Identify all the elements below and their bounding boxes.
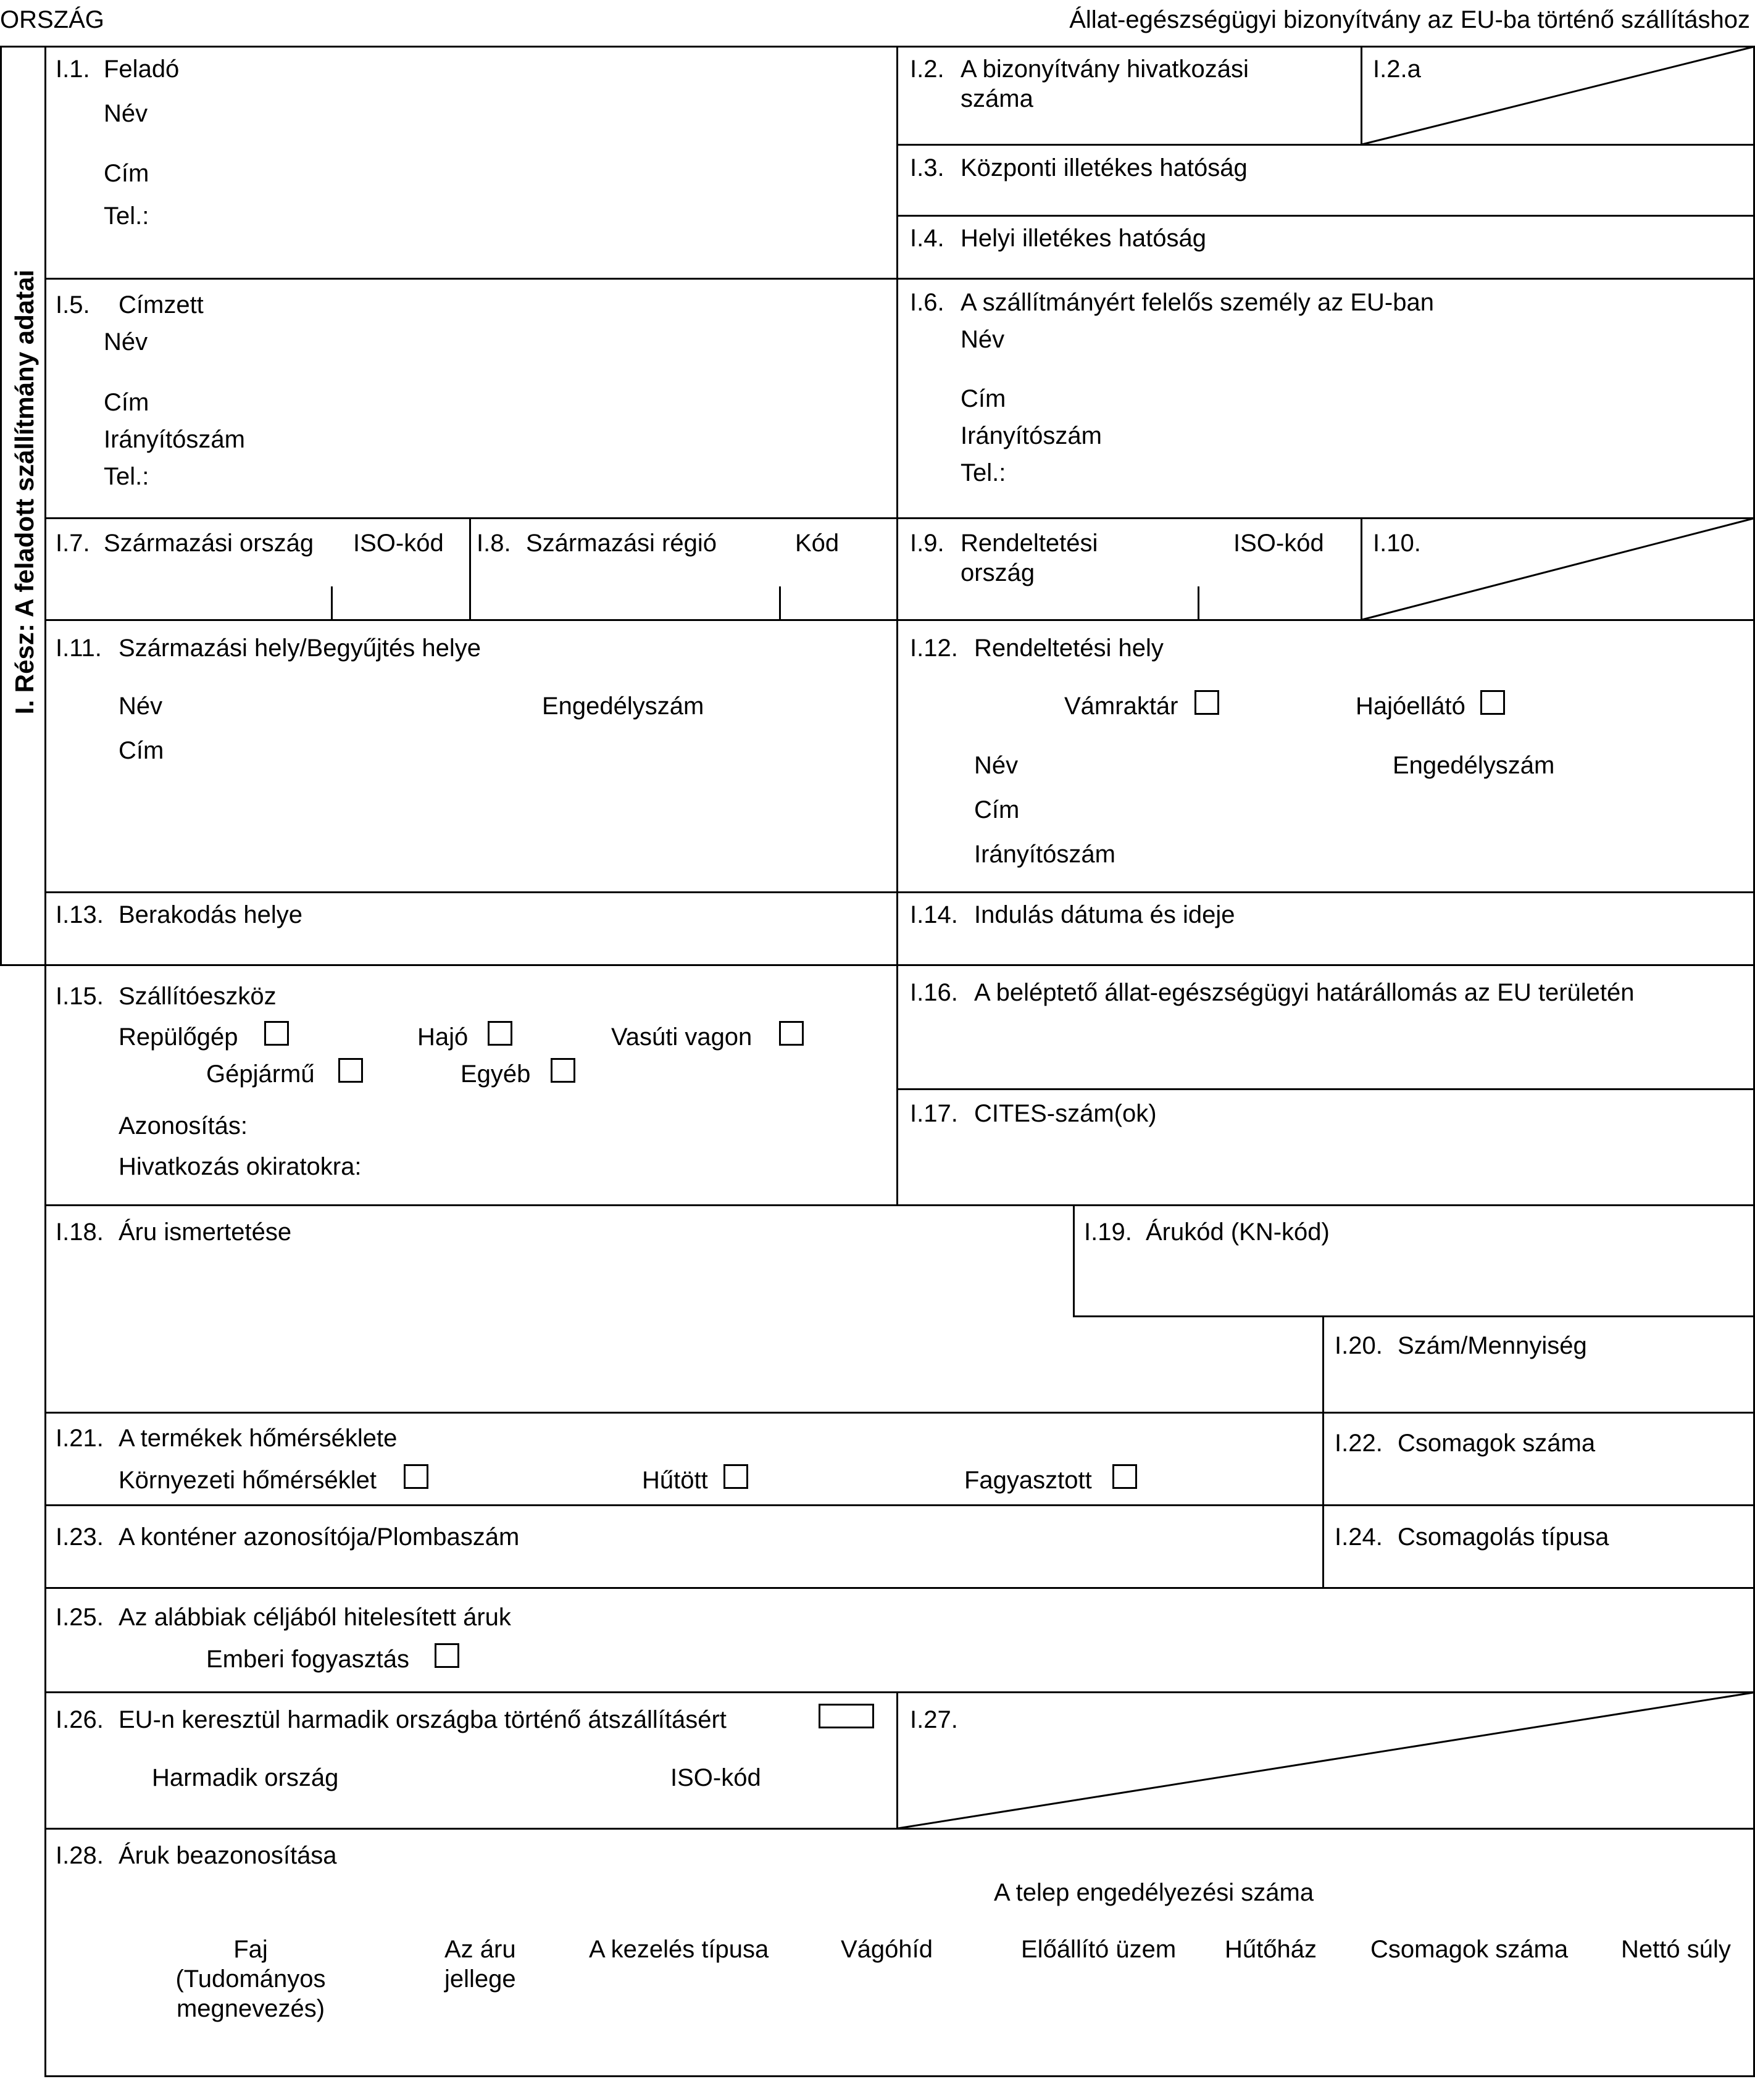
- i11-name: Név: [119, 693, 163, 720]
- i13-number: I.13.: [56, 901, 104, 928]
- i1-address: Cím: [104, 160, 149, 187]
- i17-number: I.17.: [910, 1100, 958, 1127]
- i19-label: Árukód (KN-kód): [1146, 1219, 1330, 1246]
- i22-number: I.22.: [1335, 1430, 1383, 1457]
- i6-name: Név: [961, 326, 1005, 353]
- i26-iso-code: ISO-kód: [670, 1764, 761, 1791]
- i13-label: Berakodás helye: [119, 901, 302, 928]
- i12-customs-warehouse-checkbox[interactable]: [1194, 690, 1219, 715]
- i27-number: I.27.: [910, 1706, 958, 1733]
- i12-postcode: Irányítószám: [974, 841, 1115, 868]
- i6-label: A szállítmányért felelős személy az EU-ban: [961, 289, 1434, 316]
- i5-number: I.5.: [56, 291, 90, 319]
- i12-approval-number: Engedélyszám: [1393, 752, 1555, 779]
- i5-tel: Tel.:: [104, 463, 149, 490]
- i28-col-packages: Csomagok száma: [1370, 1936, 1569, 1963]
- i12-address: Cím: [974, 796, 1020, 823]
- i7-iso-code: ISO-kód: [353, 530, 444, 557]
- i21-number: I.21.: [56, 1425, 104, 1452]
- i18-label: Áru ismertetése: [119, 1219, 292, 1246]
- i3-label: Központi illetékes hatóság: [961, 154, 1248, 181]
- i26-transit-checkbox[interactable]: [819, 1704, 874, 1728]
- i15-ship-label: Hajó: [417, 1023, 469, 1051]
- i6-address: Cím: [961, 385, 1006, 412]
- country-header: ORSZÁG: [0, 6, 104, 33]
- i23-label: A konténer azonosítója/Plombaszám: [119, 1523, 520, 1551]
- i28-label: Áruk beazonosítása: [119, 1842, 337, 1869]
- i15-identification: Azonosítás:: [119, 1112, 248, 1140]
- i12-ship-supplier-label: Hajóellátó: [1356, 693, 1465, 720]
- i4-label: Helyi illetékes hatóság: [961, 225, 1206, 252]
- i15-rail-label: Vasúti vagon: [611, 1023, 752, 1051]
- i11-number: I.11.: [56, 635, 102, 662]
- i16-label: A beléptető állat-egészségügyi határállomás az EU területén: [974, 979, 1635, 1006]
- i14-number: I.14.: [910, 901, 958, 928]
- i28-col-slaughterhouse: Vágóhíd: [841, 1936, 933, 1963]
- certificate-title: Állat-egészségügyi bizonyítvány az EU-ba történő szállításhoz: [1069, 6, 1750, 33]
- i2a-number: I.2.a: [1373, 56, 1421, 83]
- i17-label: CITES-szám(ok): [974, 1100, 1157, 1127]
- i26-third-country: Harmadik ország: [152, 1764, 339, 1791]
- i15-label: Szállítóeszköz: [119, 983, 277, 1010]
- i15-ship-checkbox[interactable]: [488, 1021, 512, 1046]
- i28-col-treatment: A kezelés típusa: [589, 1936, 769, 1963]
- part-one-side-label: I. Rész: A feladott szállítmány adatai: [10, 269, 39, 715]
- i14-label: Indulás dátuma és ideje: [974, 901, 1235, 928]
- i8-label: Származási régió: [526, 530, 717, 557]
- i18-number: I.18.: [56, 1219, 104, 1246]
- i15-other-checkbox[interactable]: [551, 1058, 575, 1083]
- i16-number: I.16.: [910, 979, 958, 1006]
- i28-col-nature: Az áru jellege: [444, 1936, 516, 1993]
- i28-col-cold-store: Hűtőház: [1225, 1936, 1317, 1963]
- i10-number: I.10.: [1373, 530, 1421, 557]
- i28-col-net-weight: Nettó súly: [1621, 1936, 1731, 1963]
- i3-number: I.3.: [910, 154, 944, 181]
- i12-customs-warehouse-label: Vámraktár: [1064, 693, 1178, 720]
- i11-label: Származási hely/Begyűjtés helye: [119, 635, 481, 662]
- i9-number: I.9.: [910, 530, 944, 557]
- i11-address: Cím: [119, 737, 164, 764]
- i8-number: I.8.: [477, 530, 511, 557]
- i25-human-consumption-checkbox[interactable]: [435, 1643, 459, 1668]
- i19-number: I.19.: [1084, 1219, 1132, 1246]
- i25-human-consumption-label: Emberi fogyasztás: [206, 1646, 410, 1673]
- i28-number: I.28.: [56, 1842, 104, 1869]
- i21-frozen-checkbox[interactable]: [1112, 1464, 1137, 1489]
- i5-postcode: Irányítószám: [104, 426, 245, 453]
- i15-vehicle-label: Gépjármű: [206, 1060, 315, 1088]
- i21-frozen-label: Fagyasztott: [964, 1467, 1092, 1494]
- i21-label: A termékek hőmérséklete: [119, 1425, 398, 1452]
- i1-number: I.1.: [56, 56, 90, 83]
- i6-postcode: Irányítószám: [961, 422, 1102, 449]
- i5-address: Cím: [104, 389, 149, 416]
- i20-number: I.20.: [1335, 1332, 1383, 1359]
- i23-number: I.23.: [56, 1523, 104, 1551]
- i15-airplane-checkbox[interactable]: [264, 1021, 289, 1046]
- i9-label: Rendeltetési ország: [961, 530, 1098, 586]
- i26-number: I.26.: [56, 1706, 104, 1733]
- i2-label: A bizonyítvány hivatkozási száma: [961, 56, 1249, 112]
- i8-code: Kód: [795, 530, 840, 557]
- i15-airplane-label: Repülőgép: [119, 1023, 238, 1051]
- i15-rail-checkbox[interactable]: [779, 1021, 804, 1046]
- i21-chilled-checkbox[interactable]: [723, 1464, 748, 1489]
- i24-label: Csomagolás típusa: [1398, 1523, 1609, 1551]
- i12-label: Rendeltetési hely: [974, 635, 1164, 662]
- i1-label: Feladó: [104, 56, 180, 83]
- i2-number: I.2.: [910, 56, 944, 83]
- i28-approval-header: A telep engedélyezési száma: [994, 1879, 1314, 1906]
- i25-number: I.25.: [56, 1604, 104, 1631]
- i1-name: Név: [104, 100, 148, 127]
- i15-other-label: Egyéb: [461, 1060, 531, 1088]
- i21-ambient-label: Környezeti hőmérséklet: [119, 1467, 377, 1494]
- i15-document-references: Hivatkozás okiratokra:: [119, 1153, 362, 1180]
- i22-label: Csomagok száma: [1398, 1430, 1596, 1457]
- i12-ship-supplier-checkbox[interactable]: [1480, 690, 1505, 715]
- i28-col-species: Faj (Tudományos megnevezés): [175, 1936, 326, 2022]
- i21-chilled-label: Hűtött: [642, 1467, 708, 1494]
- i7-number: I.7.: [56, 530, 90, 557]
- i1-tel: Tel.:: [104, 202, 149, 230]
- i28-col-manufacturing-plant: Előállító üzem: [1021, 1936, 1177, 1963]
- i21-ambient-checkbox[interactable]: [404, 1464, 428, 1489]
- i25-label: Az alábbiak céljából hitelesített áruk: [119, 1604, 511, 1631]
- i4-number: I.4.: [910, 225, 944, 252]
- i26-label: EU-n keresztül harmadik országba történő átszállításért: [119, 1706, 727, 1733]
- i24-number: I.24.: [1335, 1523, 1383, 1551]
- i11-approval-number: Engedélyszám: [542, 693, 704, 720]
- i5-label: Címzett: [119, 291, 204, 319]
- i5-name: Név: [104, 328, 148, 356]
- i12-number: I.12.: [910, 635, 958, 662]
- i7-label: Származási ország: [104, 530, 314, 557]
- i6-tel: Tel.:: [961, 459, 1006, 486]
- i20-label: Szám/Mennyiség: [1398, 1332, 1587, 1359]
- i15-number: I.15.: [56, 983, 104, 1010]
- i15-vehicle-checkbox[interactable]: [338, 1058, 363, 1083]
- i9-iso-code: ISO-kód: [1233, 530, 1324, 557]
- i6-number: I.6.: [910, 289, 944, 316]
- i12-name: Név: [974, 752, 1019, 779]
